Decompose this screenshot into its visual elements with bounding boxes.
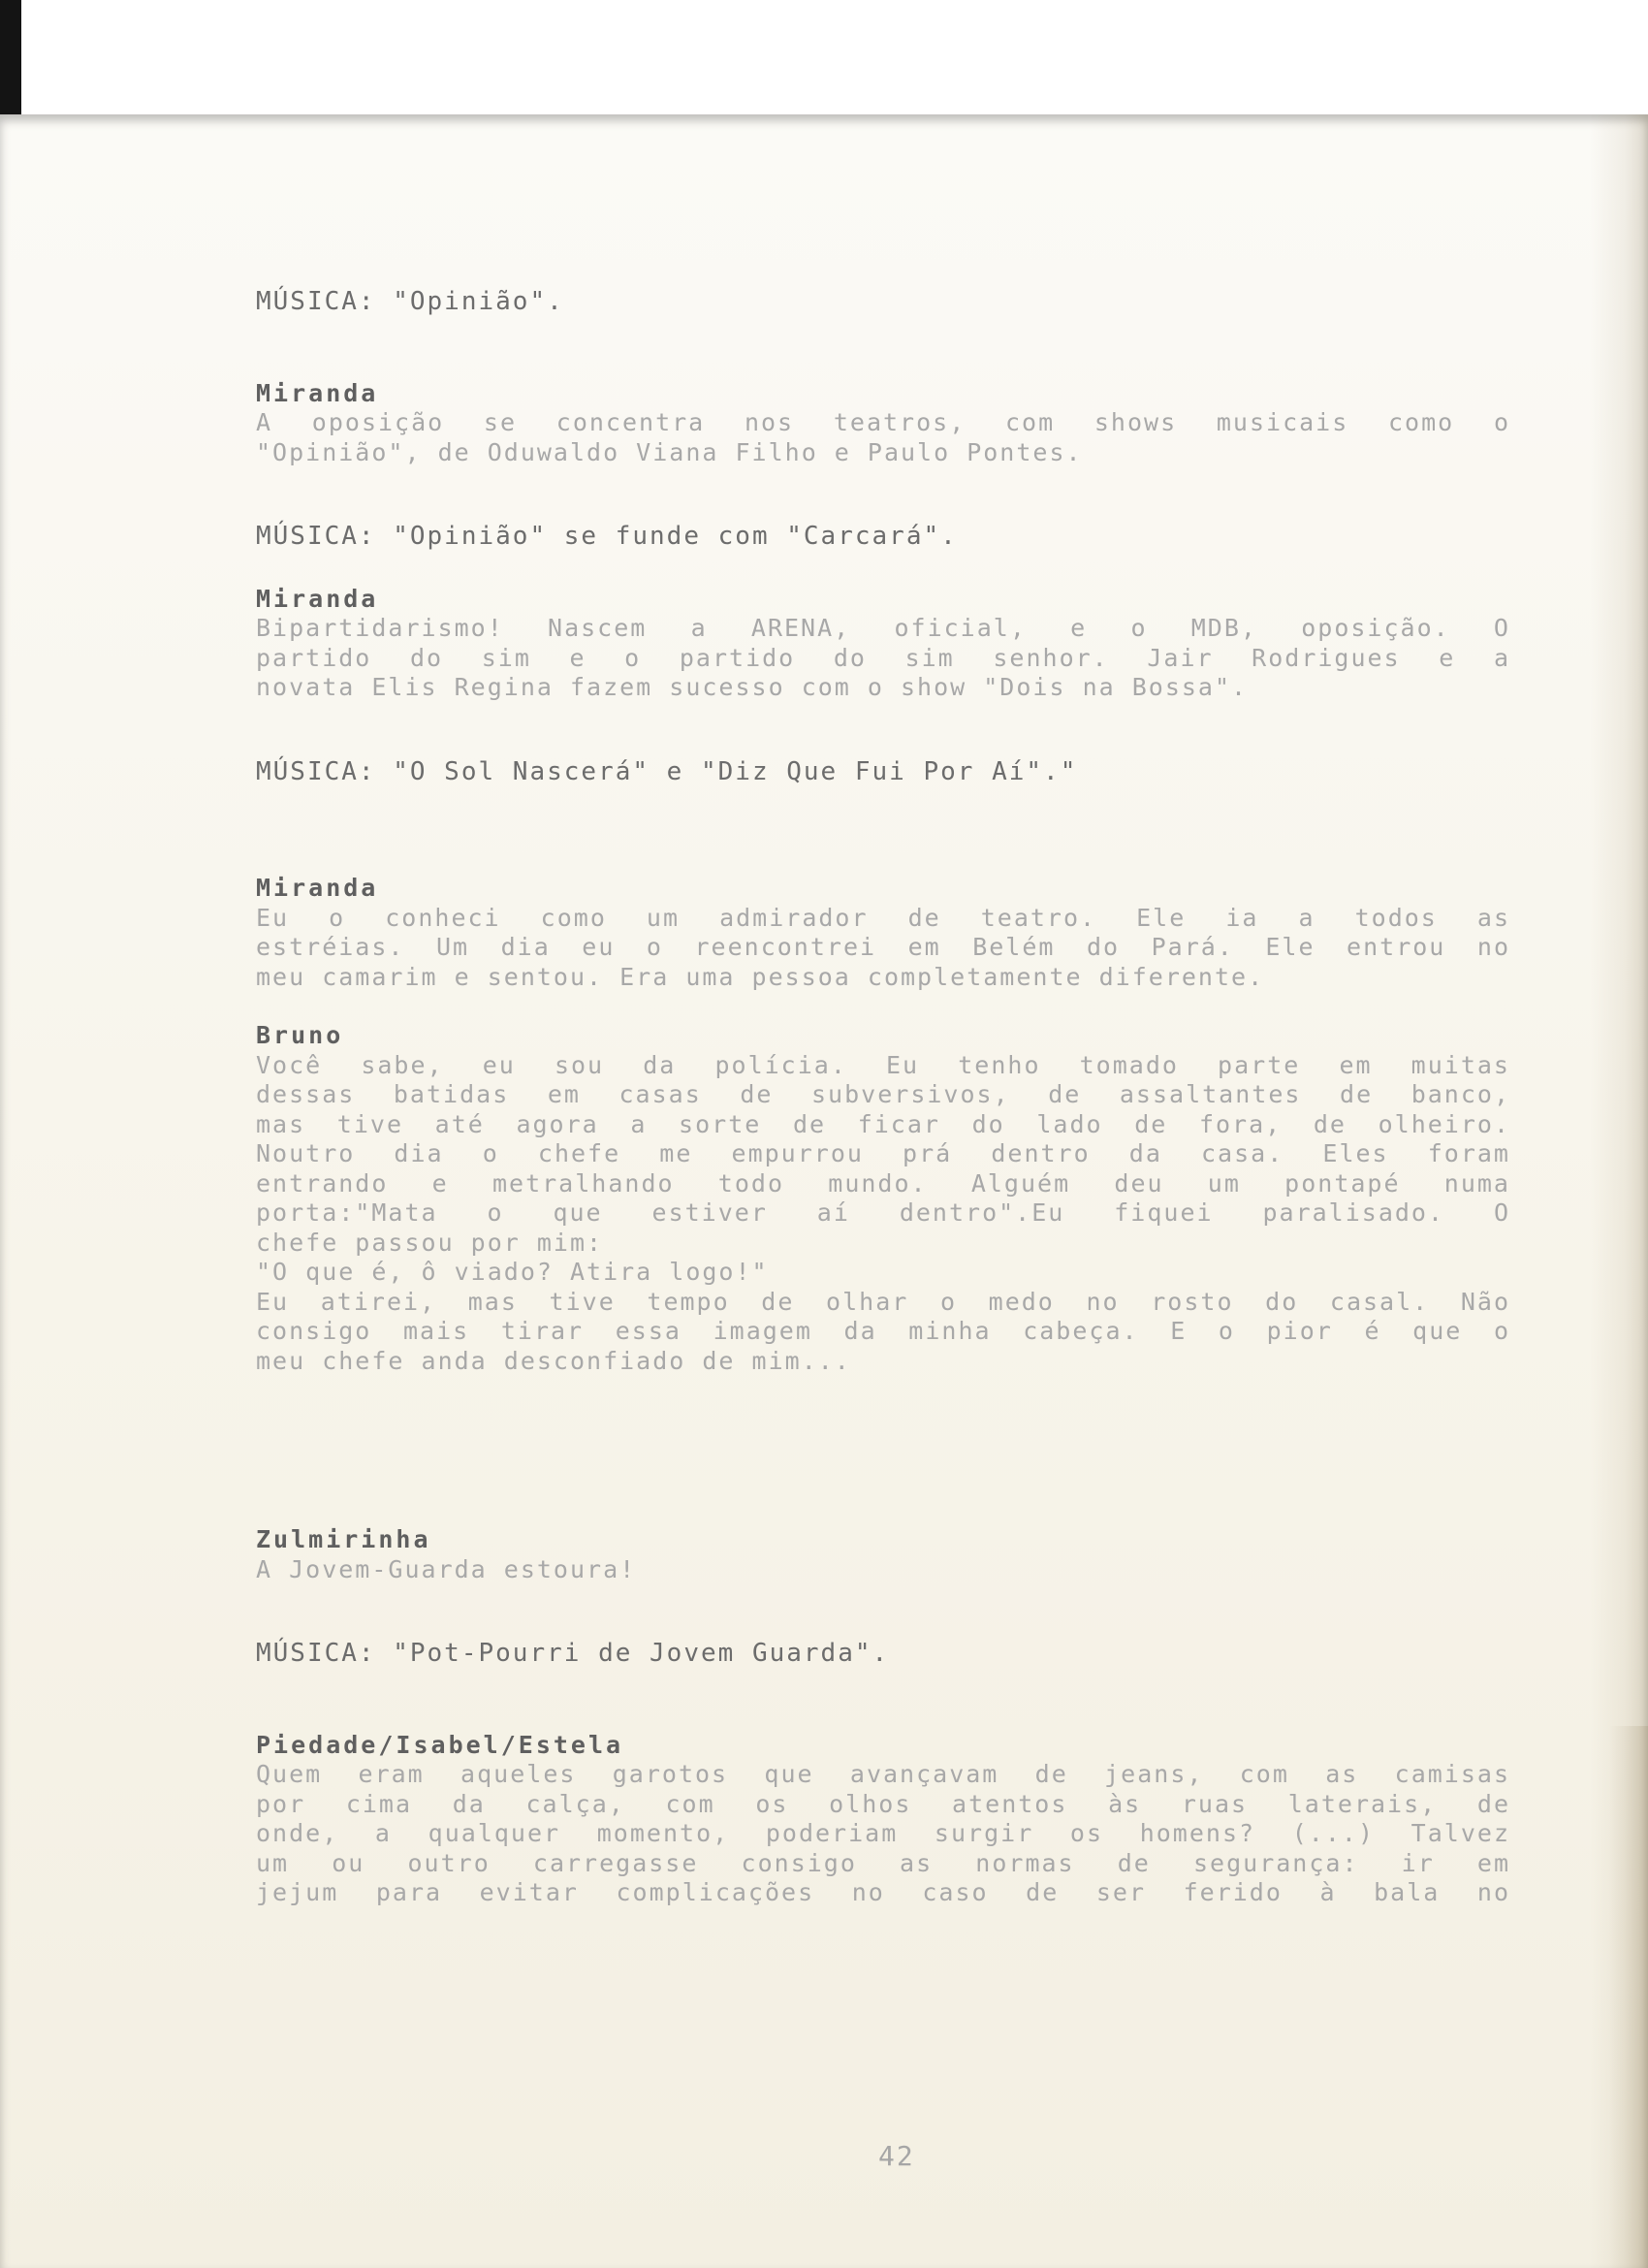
script-text: [256, 287, 1510, 1908]
speaker-name: Piedade/Isabel/Estela: [256, 1730, 624, 1759]
speech-line: entrando e metralhando todo mundo. Alguém deu um pontapé numa: [256, 1168, 1510, 1198]
speech-line: porta:"Mata o que estiver aí dentro".Eu fiquei paralisado. O: [256, 1198, 1510, 1227]
speech-line: meu chefe anda desconfiado de mim...: [256, 1346, 851, 1375]
speech-line: chefe passou por mim:: [256, 1228, 604, 1257]
speech-block: [256, 585, 1510, 703]
paper-torn-edge: [1609, 1726, 1648, 2268]
speaker-name: Miranda: [256, 378, 379, 407]
speech-line: jejum para evitar complicações no caso de ser ferido à bala no: [256, 1878, 1510, 1906]
speech-line: "Opinião", de Oduwaldo Viana Filho e Paulo Pontes.: [256, 437, 1083, 466]
speech-block: [256, 1021, 1510, 1376]
speech-line: novata Elis Regina fazem sucesso com o show "Dois na Bossa".: [256, 673, 1249, 701]
speech-line: por cima da calça, com os olhos atentos às ruas laterais, de: [256, 1789, 1510, 1818]
speech-line: um ou outro carregasse consigo as normas de segurança: ir em: [256, 1848, 1510, 1877]
speech-line: consigo mais tirar essa imagem da minha cabeça. E o pior é que o: [256, 1317, 1510, 1345]
speech-block: [256, 1731, 1510, 1908]
speaker-name: Miranda: [256, 584, 379, 613]
page-number: 42: [878, 2140, 915, 2172]
speech-line: onde, a qualquer momento, poderiam surgir os homens? (...) Talvez: [256, 1819, 1510, 1847]
speech-line: Você sabe, eu sou da polícia. Eu tenho tomado parte em muitas: [256, 1050, 1510, 1079]
speech-line: A Jovem-Guarda estoura!: [256, 1554, 637, 1583]
speaker-name: Zulmirinha: [256, 1525, 431, 1553]
music-cue: MÚSICA: "Opinião".: [256, 287, 564, 316]
speech-line: partido do sim e o partido do sim senhor. Jair Rodrigues e a: [256, 643, 1510, 672]
music-cue: MÚSICA: "Opinião" se funde com "Carcará".: [256, 522, 958, 551]
music-cue: MÚSICA: "O Sol Nascerá" e "Diz Que Fui Por Aí".": [256, 756, 1078, 786]
speaker-name: Bruno: [256, 1021, 344, 1049]
speech-line: Eu o conheci como um admirador de teatro. Ele ia a todos as: [256, 903, 1510, 932]
speech-block: [256, 379, 1510, 468]
speaker-name: Miranda: [256, 874, 379, 902]
speech-block: [256, 874, 1510, 992]
speech-line: Quem eram aqueles garotos que avançavam de jeans, com as camisas: [256, 1760, 1510, 1788]
speech-line: Eu atirei, mas tive tempo de olhar o medo no rosto do casal. Não: [256, 1287, 1510, 1316]
speech-line: dessas batidas em casas de subversivos, de assaltantes de banco,: [256, 1080, 1510, 1108]
music-cue: MÚSICA: "Pot-Pourri de Jovem Guarda".: [256, 1639, 890, 1668]
scan-background-strip: [0, 0, 21, 114]
speech-line: "O que é, ô viado? Atira logo!": [256, 1258, 769, 1286]
speech-line: estréias. Um dia eu o reencontrei em Belém do Pará. Ele entrou no: [256, 933, 1510, 961]
speech-line: Bipartidarismo! Nascem a ARENA, oficial, e o MDB, oposição. O: [256, 614, 1510, 642]
speech-block: [256, 1525, 1510, 1584]
speech-line: A oposição se concentra nos teatros, com shows musicais como o: [256, 408, 1510, 436]
speech-line: meu camarim e sentou. Era uma pessoa completamente diferente.: [256, 962, 1265, 991]
speech-line: Noutro dia o chefe me empurrou prá dentro da casa. Eles foram: [256, 1139, 1510, 1167]
speech-line: mas tive até agora a sorte de ficar do lado de fora, de olheiro.: [256, 1109, 1510, 1138]
